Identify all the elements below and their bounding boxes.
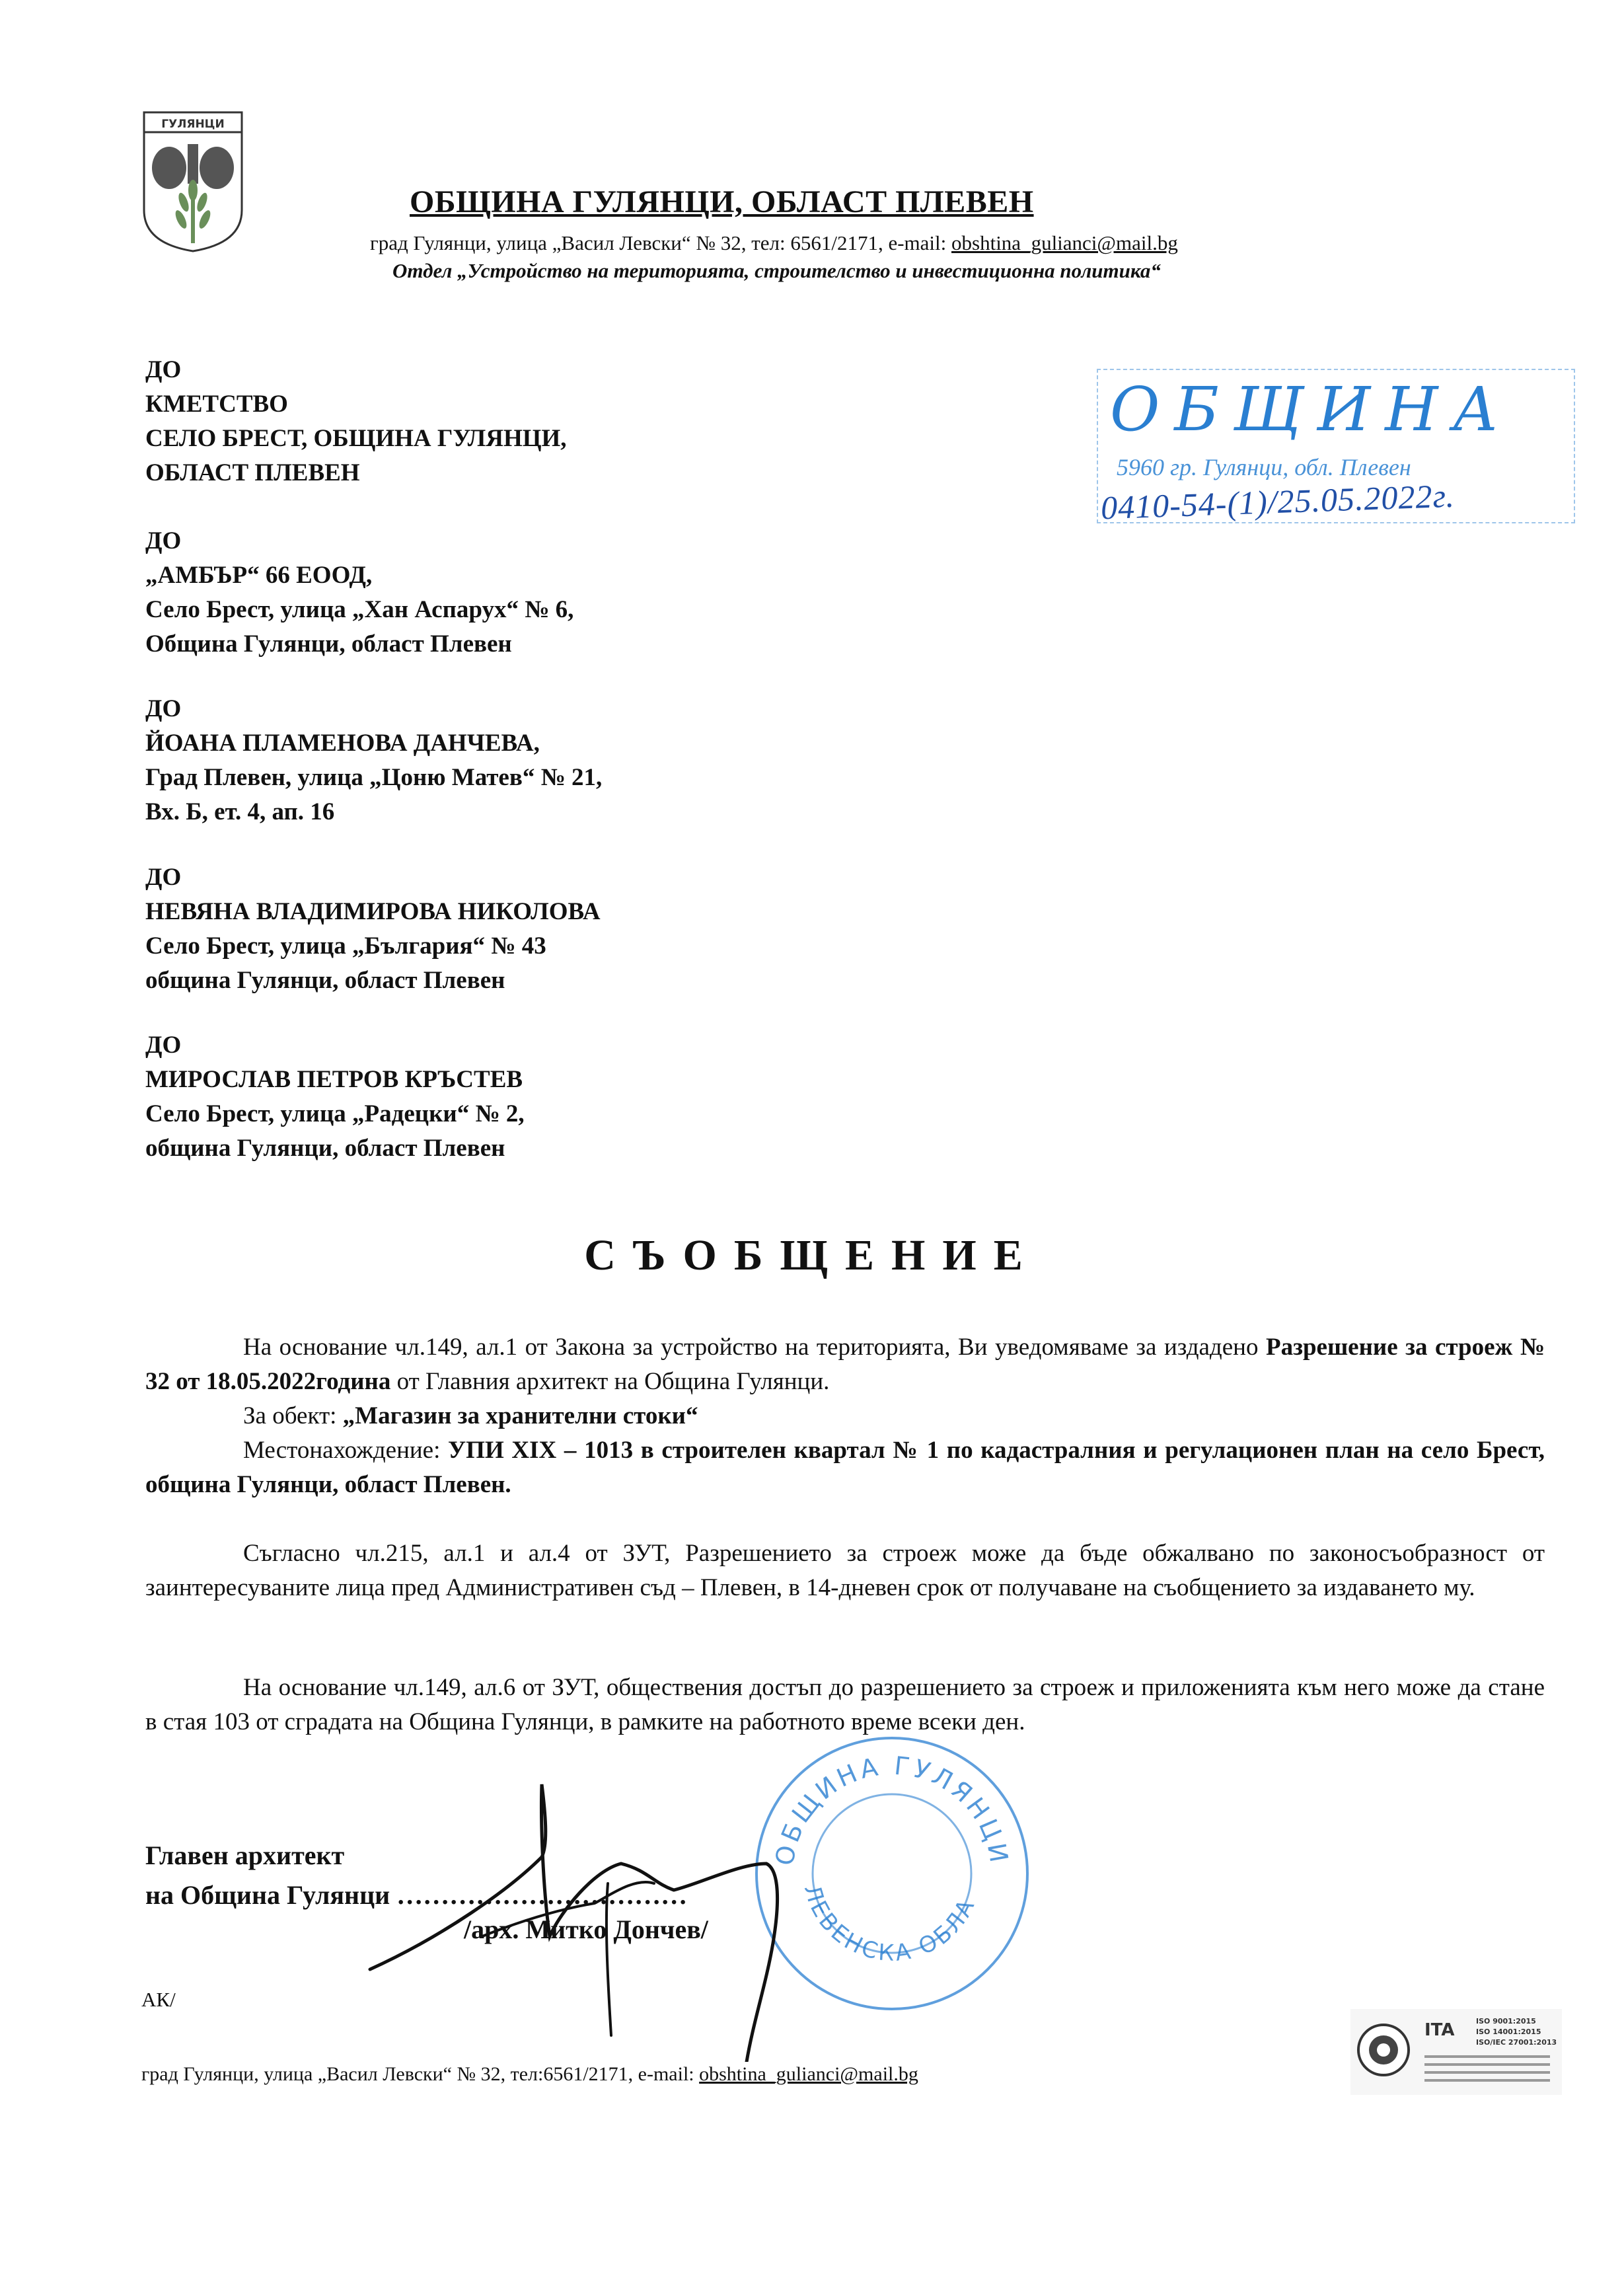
footer-contact-line — [141, 2063, 918, 2086]
addressee-line: ДО — [145, 864, 182, 891]
location-label: Местонахождение: — [243, 1437, 449, 1464]
round-stamp-top-text: ОБЩИНА ГУЛЯНЦИ — [769, 1751, 1015, 1868]
notice-paragraph-3: На основание чл.149, ал.6 от ЗУТ, обществения достъп до разрешението за строеж и приложенията към него може да стане в стая 103 от сградата на Община Гулянци, в рамките на работното време всеки ден. — [145, 1674, 1545, 1735]
page-title: ОБЩИНА ГУЛЯНЦИ, ОБЛАСТ ПЛЕВЕН — [410, 184, 1034, 219]
cert-iso-line: ISO 14001:2015 — [1476, 2028, 1541, 2036]
addressee-line: ДО — [145, 527, 182, 554]
addressee-line: Село Брест, улица „България“ № 43 — [145, 932, 546, 960]
addressee-line: ДО — [145, 356, 182, 383]
location-value: УПИ XIX – 1013 в строителен квартал № 1 по кадастралния и регулационен план на село Брест, община Гулянци, област Плевен. — [145, 1437, 1545, 1498]
addressee-block — [145, 353, 567, 490]
addressee-block — [145, 860, 601, 998]
signer-name: /арх. Митко Дончев/ — [464, 1914, 708, 1944]
p1-text: На основание чл.149, ал.1 от Закона за устройство на територията, Ви уведомяваме за издадено — [243, 1334, 1266, 1361]
header-department: Отдел „Устройство на територията, строителство и инвестиционна политика“ — [392, 259, 1161, 282]
addressee-line: Вх. Б, ет. 4, ап. 16 — [145, 798, 335, 825]
registration-stamp-title: ОБЩИНА — [1110, 374, 1514, 445]
cert-iso-line: ISO/IEC 27001:2013 — [1476, 2038, 1557, 2047]
addressee-line: КМЕТСТВО — [145, 391, 288, 418]
addressee-line: община Гулянци, област Плевен — [145, 1135, 505, 1162]
addressee-line: ОБЛАСТ ПЛЕВЕН — [145, 459, 360, 486]
addressee-line: Община Гулянци, област Плевен — [145, 630, 512, 658]
addressee-line: ЙОАНА ПЛАМЕНОВА ДАНЧЕВА, — [145, 730, 540, 757]
signer-role-line-2: на Община Гулянци …………………………… — [145, 1880, 688, 1910]
registration-stamp-number: 0410-54-(1)/25.05.2022г. — [1100, 476, 1456, 527]
addressee-line: ДО — [145, 695, 182, 722]
addressee-line: МИРОСЛАВ ПЕТРОВ КРЪСТЕВ — [145, 1066, 523, 1093]
registration-stamp-address: 5960 гр. Гулянци, обл. Плевен — [1117, 454, 1411, 480]
addressee-line: ДО — [145, 1032, 182, 1059]
notice-paragraph-2: Съгласно чл.215, ал.1 и ал.4 от ЗУТ, Разрешението за строеж може да бъде обжалвано по законосъобразност от заинтересуваните лица пред Административен съд – Плевен, в 14-дневен срок от получаване на съобщението за издаването му. — [145, 1540, 1545, 1601]
cert-iso-line: ISO 9001:2015 — [1476, 2017, 1536, 2026]
addressee-block — [145, 1028, 525, 1166]
p1-end: от Главния архитект на Община Гулянци. — [390, 1368, 830, 1395]
iso-certification-badge — [1350, 2009, 1562, 2095]
notice-paragraph-1 — [145, 1330, 1545, 1399]
addressee-line: Град Плевен, улица „Цоню Матев“ № 21, — [145, 764, 603, 791]
header-contact-text: град Гулянци, улица „Васил Левски“ № 32, тел: 6561/2171, e-mail: — [370, 231, 952, 254]
addressee-line: „АМБЪР“ 66 ЕООД, — [145, 562, 373, 589]
permit-reference: Разрешение за строеж № 32 от 18.05.2022година — [145, 1334, 1545, 1395]
cert-brand: ITA — [1424, 2020, 1455, 2040]
addressee-line: НЕВЯНА ВЛАДИМИРОВА НИКОЛОВА — [145, 898, 601, 925]
header-email-link[interactable]: obshtina_gulianci@mail.bg — [951, 231, 1178, 254]
signer-role-line-1: Главен архитект — [145, 1840, 345, 1870]
notice-title: СЪОБЩЕНИЕ — [584, 1231, 1040, 1279]
notice-object-line — [145, 1399, 1545, 1433]
addressee-line: община Гулянци, област Плевен — [145, 967, 505, 994]
clerk-initials: АК/ — [141, 1988, 176, 2011]
addressee-line: Село Брест, улица „Радецки“ № 2, — [145, 1100, 525, 1127]
handwritten-signature — [344, 1771, 912, 2062]
addressee-line: Село Брест, улица „Хан Аспарух“ № 6, — [145, 596, 574, 623]
addressee-block — [145, 524, 573, 662]
registration-stamp — [1097, 369, 1579, 527]
addressee-line: СЕЛО БРЕСТ, ОБЩИНА ГУЛЯНЦИ, — [145, 425, 567, 452]
crest-label: ГУЛЯНЦИ — [161, 118, 225, 131]
object-value: „Магазин за хранителни стоки“ — [342, 1402, 698, 1429]
footer-email-link[interactable]: obshtina_gulianci@mail.bg — [699, 2063, 918, 2085]
municipality-crest-logo — [141, 111, 244, 252]
round-stamp-bottom-text: ЛЕВЕНСКА ОБЛА — [798, 1881, 981, 1967]
header-contact-line — [370, 231, 1178, 255]
footer-contact-text: град Гулянци, улица „Васил Левски“ № 32, тел:6561/2171, e-mail: — [141, 2063, 700, 2085]
addressee-block — [145, 692, 602, 829]
notice-location-line — [145, 1433, 1545, 1502]
object-label: За обект: — [243, 1402, 343, 1429]
